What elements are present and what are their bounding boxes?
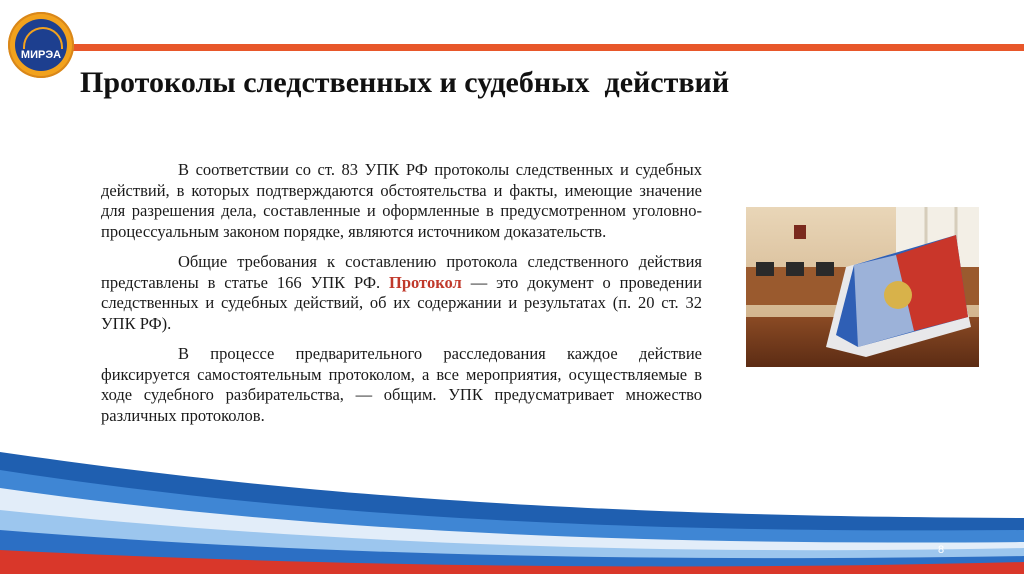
slide-title: Протоколы следственных и судебных действий (80, 66, 730, 99)
paragraph-2 (101, 252, 702, 334)
page-number: 8 (938, 544, 945, 556)
courtroom-illustration (746, 207, 979, 367)
paragraph-2-text-a: Общие требования к составлению протокола следственного действия представлены в статье 166 УПК РФ. (101, 252, 702, 292)
paragraph-3: В процессе предварительного расследования каждое действие фиксируется самостоятельным протоколом, а все мероприятия, осуществляемые в ходе судебного разбирательства, — общим. УПК предусматривает множество различных протоколов. (101, 344, 702, 425)
logo-arc-icon (23, 27, 63, 49)
logo-text: МИРЭА (20, 49, 62, 61)
protocol-highlight: Протокол (389, 272, 462, 292)
double-eagle-icon (884, 281, 912, 309)
emblem-icon (794, 225, 806, 239)
paragraph-1: В соответствии со ст. 83 УПК РФ протоколы следственных и судебных действий, в которых подтверждаются обстоятельства и факты, имеющие значение для разрешения дела, составленные и оформленные в предусмотренном уголовно-процессуальным законом порядке, являются источником доказательств. (101, 160, 702, 241)
slide-body (101, 160, 702, 436)
decorative-waves (0, 430, 1024, 574)
paragraph-2-text-b: — это документ о проведении следственных и судебных действий, об их содержании и результатах (п. 20 ст. 32 УПК РФ). (101, 272, 702, 333)
header-accent-line (70, 44, 1024, 51)
university-logo (8, 12, 74, 78)
courtroom-photo (746, 207, 979, 367)
logo-emblem (15, 19, 67, 71)
